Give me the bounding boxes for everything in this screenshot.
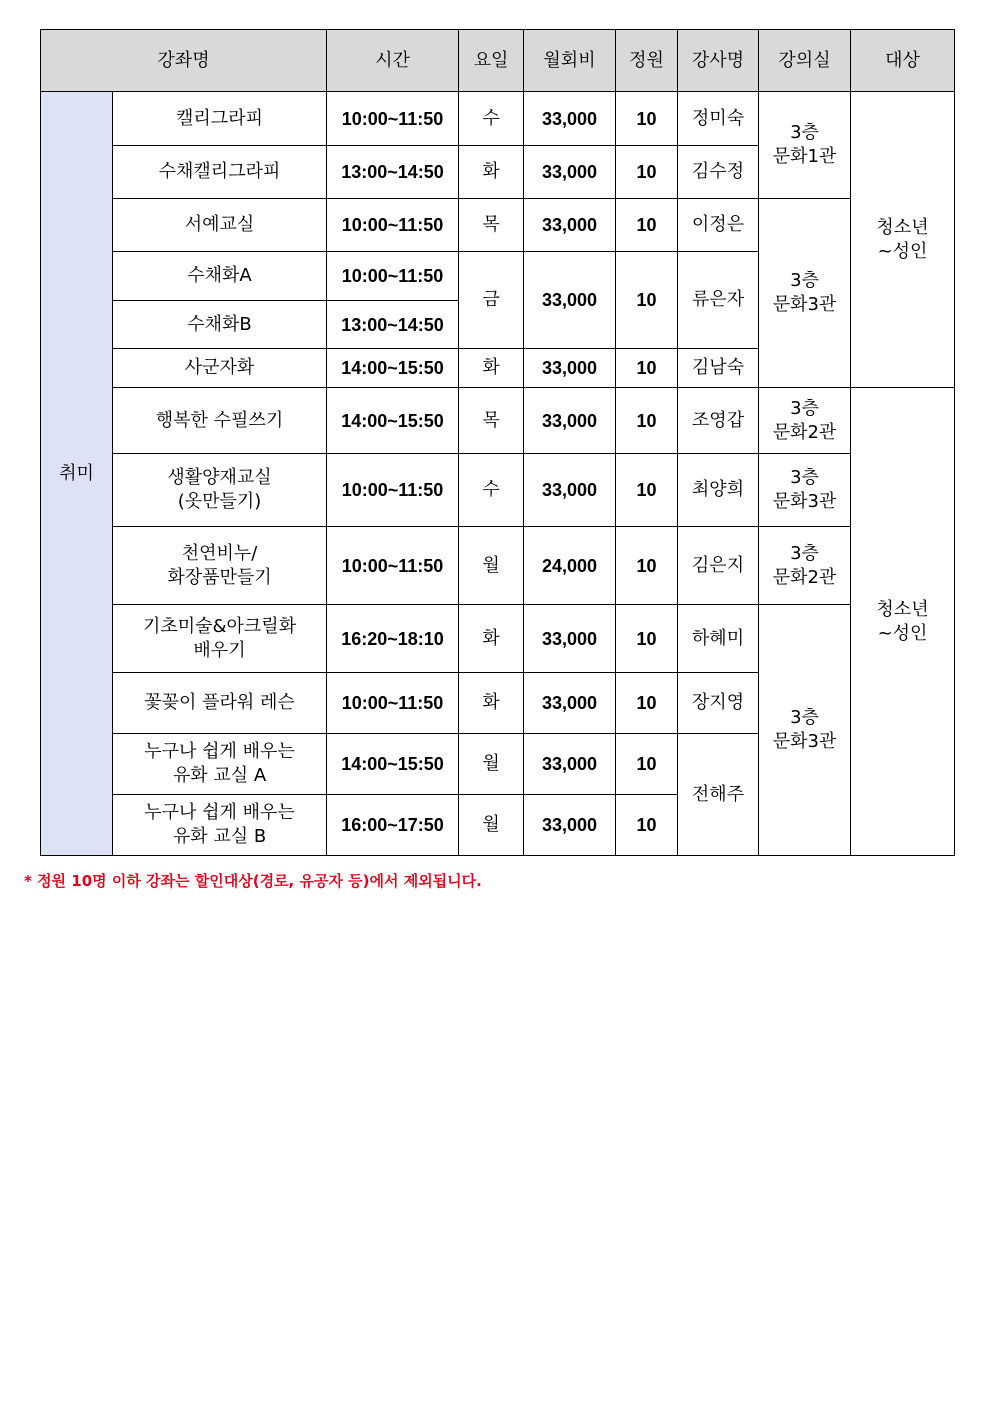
course-fee: 33,000 [524, 146, 616, 199]
course-teacher: 최양희 [678, 454, 759, 527]
course-teacher: 정미숙 [678, 92, 759, 146]
course-fee: 33,000 [524, 605, 616, 673]
header-teacher: 강사명 [678, 30, 759, 92]
header-day: 요일 [459, 30, 524, 92]
course-capacity: 10 [616, 795, 678, 856]
course-time: 10:00~11:50 [327, 454, 459, 527]
course-time: 10:00~11:50 [327, 252, 459, 301]
course-day: 월 [459, 527, 524, 605]
course-target: 청소년 ~성인 [851, 388, 955, 856]
course-day: 수 [459, 454, 524, 527]
course-target: 청소년 ~성인 [851, 92, 955, 388]
course-name: 수채화A [113, 252, 327, 301]
course-teacher: 장지영 [678, 673, 759, 734]
course-teacher: 전해주 [678, 734, 759, 856]
course-day: 금 [459, 252, 524, 349]
header-target: 대상 [851, 30, 955, 92]
course-time: 14:00~15:50 [327, 388, 459, 454]
course-time: 14:00~15:50 [327, 349, 459, 388]
course-room: 3층 문화1관 [759, 92, 851, 199]
course-fee: 33,000 [524, 734, 616, 795]
course-capacity: 10 [616, 454, 678, 527]
header-room: 강의실 [759, 30, 851, 92]
course-time: 16:20~18:10 [327, 605, 459, 673]
table-row [41, 527, 955, 605]
course-name: 사군자화 [113, 349, 327, 388]
header-fee: 월회비 [524, 30, 616, 92]
course-capacity: 10 [616, 146, 678, 199]
course-fee: 33,000 [524, 454, 616, 527]
course-name: 천연비누/ 화장품만들기 [113, 527, 327, 605]
course-time: 10:00~11:50 [327, 92, 459, 146]
course-fee: 33,000 [524, 349, 616, 388]
course-teacher: 이정은 [678, 199, 759, 252]
course-room: 3층 문화3관 [759, 454, 851, 527]
course-time: 13:00~14:50 [327, 146, 459, 199]
table-row [41, 454, 955, 527]
course-name: 수채캘리그라피 [113, 146, 327, 199]
course-teacher: 김은지 [678, 527, 759, 605]
course-name: 꽃꽂이 플라워 레슨 [113, 673, 327, 734]
course-capacity: 10 [616, 252, 678, 349]
course-name: 서예교실 [113, 199, 327, 252]
course-day: 월 [459, 734, 524, 795]
course-day: 화 [459, 605, 524, 673]
course-capacity: 10 [616, 388, 678, 454]
course-name: 누구나 쉽게 배우는 유화 교실 A [113, 734, 327, 795]
course-capacity: 10 [616, 605, 678, 673]
course-capacity: 10 [616, 199, 678, 252]
course-time: 16:00~17:50 [327, 795, 459, 856]
table-row [41, 605, 955, 673]
course-capacity: 10 [616, 349, 678, 388]
course-fee: 33,000 [524, 199, 616, 252]
course-capacity: 10 [616, 527, 678, 605]
course-name: 캘리그라피 [113, 92, 327, 146]
header-row [41, 30, 955, 92]
course-day: 목 [459, 199, 524, 252]
course-fee: 33,000 [524, 388, 616, 454]
table-row [41, 388, 955, 454]
course-teacher: 하혜미 [678, 605, 759, 673]
course-capacity: 10 [616, 734, 678, 795]
header-capacity: 정원 [616, 30, 678, 92]
course-name: 생활양재교실 (옷만들기) [113, 454, 327, 527]
course-day: 화 [459, 349, 524, 388]
course-time: 10:00~11:50 [327, 199, 459, 252]
course-teacher: 조영갑 [678, 388, 759, 454]
table-row [41, 92, 955, 146]
course-room: 3층 문화3관 [759, 199, 851, 388]
course-fee: 24,000 [524, 527, 616, 605]
course-fee: 33,000 [524, 92, 616, 146]
course-room: 3층 문화2관 [759, 388, 851, 454]
course-day: 화 [459, 673, 524, 734]
course-teacher: 김수정 [678, 146, 759, 199]
course-capacity: 10 [616, 92, 678, 146]
course-day: 월 [459, 795, 524, 856]
course-capacity: 10 [616, 673, 678, 734]
table-row [41, 199, 955, 252]
course-fee: 33,000 [524, 252, 616, 349]
course-name: 수채화B [113, 301, 327, 349]
course-name: 행복한 수필쓰기 [113, 388, 327, 454]
header-time: 시간 [327, 30, 459, 92]
course-teacher: 류은자 [678, 252, 759, 349]
course-day: 수 [459, 92, 524, 146]
course-time: 14:00~15:50 [327, 734, 459, 795]
course-teacher: 김남숙 [678, 349, 759, 388]
course-fee: 33,000 [524, 673, 616, 734]
course-time: 13:00~14:50 [327, 301, 459, 349]
course-day: 목 [459, 388, 524, 454]
course-time: 10:00~11:50 [327, 673, 459, 734]
course-day: 화 [459, 146, 524, 199]
course-name: 누구나 쉽게 배우는 유화 교실 B [113, 795, 327, 856]
course-name: 기초미술&아크릴화 배우기 [113, 605, 327, 673]
header-course-name: 강좌명 [41, 30, 327, 92]
course-room: 3층 문화2관 [759, 527, 851, 605]
course-time: 10:00~11:50 [327, 527, 459, 605]
discount-footnote: * 정원 10명 이하 강좌는 할인대상(경로, 유공자 등)에서 제외됩니다. [24, 872, 482, 890]
course-fee: 33,000 [524, 795, 616, 856]
category-cell: 취미 [41, 92, 113, 856]
course-room: 3층 문화3관 [759, 605, 851, 856]
course-schedule-table [40, 29, 955, 856]
